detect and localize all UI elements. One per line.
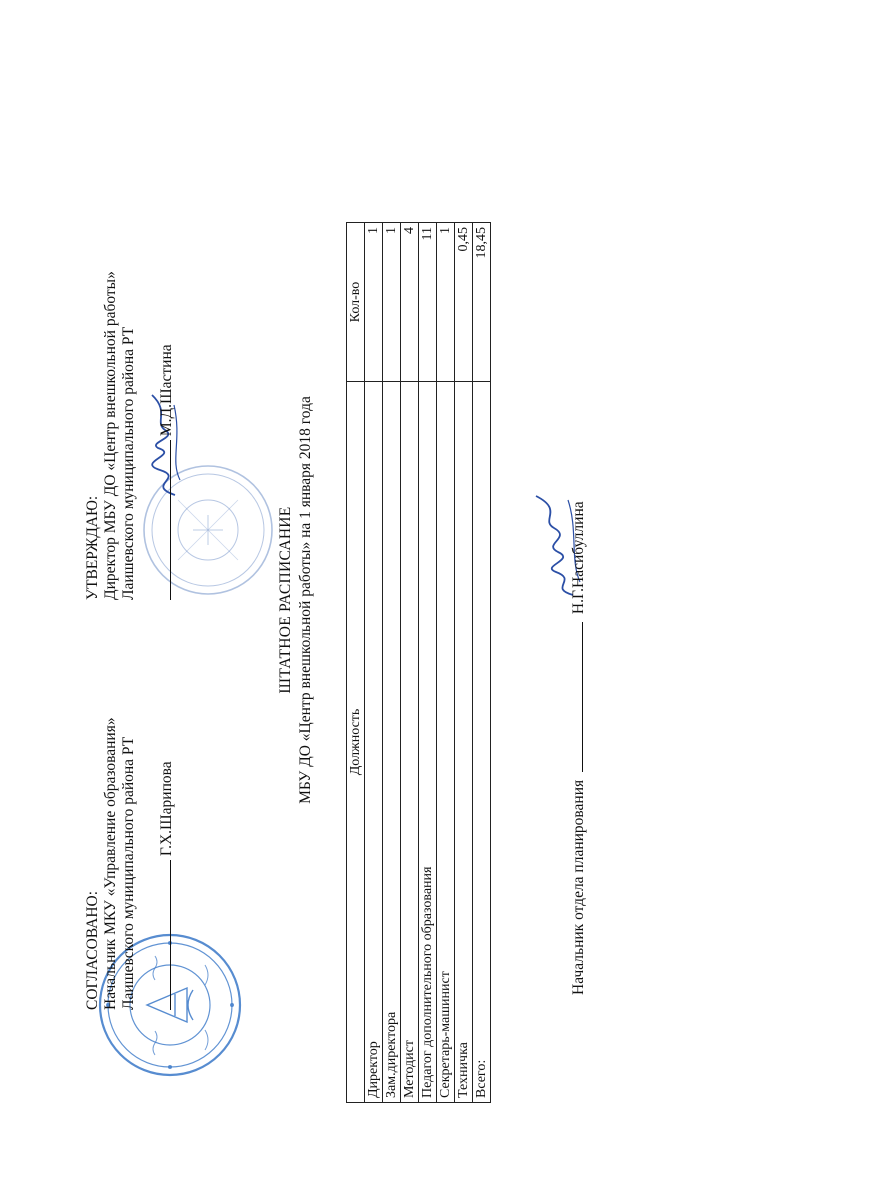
- header-position: Должность: [347, 382, 365, 1103]
- table-row: [383, 223, 401, 1103]
- signature-underline: [568, 622, 583, 772]
- total-label: Всего:: [473, 382, 491, 1103]
- approved-signer: М.Д.Шастина: [158, 344, 175, 437]
- row-position: Педагог дополнительного образования: [419, 382, 437, 1103]
- header-count: Кол-во: [347, 223, 365, 382]
- staff-table: [346, 222, 491, 1103]
- signature-underline: [156, 440, 171, 600]
- table-row: [401, 223, 419, 1103]
- signoff-line: [568, 501, 589, 995]
- row-count: 11: [419, 223, 437, 382]
- table-row: [437, 223, 455, 1103]
- row-position: Секретарь-машинист: [437, 382, 455, 1103]
- document-title-block: [276, 380, 316, 820]
- table-total-row: [473, 223, 491, 1103]
- agreed-line-2: Лаишевского муниципального района РТ: [120, 736, 137, 1010]
- row-position: Директор: [365, 382, 383, 1103]
- row-position: Методист: [401, 382, 419, 1103]
- signoff-signer: Н.Г.Насибуллина: [570, 501, 587, 615]
- table-header-row: [347, 223, 365, 1103]
- total-count: 18,45: [473, 223, 491, 382]
- agreed-signature-line: [156, 717, 176, 1010]
- signature-underline: [156, 860, 171, 1010]
- agreed-line-1: Начальник МКУ «Управление образования»: [102, 717, 119, 1010]
- row-position: Зам.директора: [383, 382, 401, 1103]
- agreed-block: [84, 717, 176, 1010]
- signoff-title: Начальник отдела планирования: [570, 779, 587, 995]
- document-title: ШТАТНОЕ РАСПИСАНИЕ: [277, 506, 294, 694]
- approved-heading: УТВЕРЖДАЮ:: [84, 495, 101, 600]
- agreed-heading: СОГЛАСОВАНО:: [84, 890, 101, 1010]
- row-count: 1: [383, 223, 401, 382]
- table-row: [419, 223, 437, 1103]
- table-row: [455, 223, 473, 1103]
- approved-block: [84, 271, 176, 600]
- table-row: [365, 223, 383, 1103]
- document-subtitle: МБУ ДО «Центр внешкольной работы» на 1 января 2018 года: [297, 396, 314, 804]
- approved-signature-line: [156, 271, 176, 600]
- approved-line-2: Лаишевского муниципального района РТ: [120, 326, 137, 600]
- row-position: Техничка: [455, 382, 473, 1103]
- row-count: 1: [365, 223, 383, 382]
- agreed-signer: Г.Х.Шарипова: [158, 761, 175, 857]
- row-count: 1: [437, 223, 455, 382]
- row-count: 0,45: [455, 223, 473, 382]
- approved-line-1: Директор МБУ ДО «Центр внешкольной работы»: [102, 271, 119, 600]
- row-count: 4: [401, 223, 419, 382]
